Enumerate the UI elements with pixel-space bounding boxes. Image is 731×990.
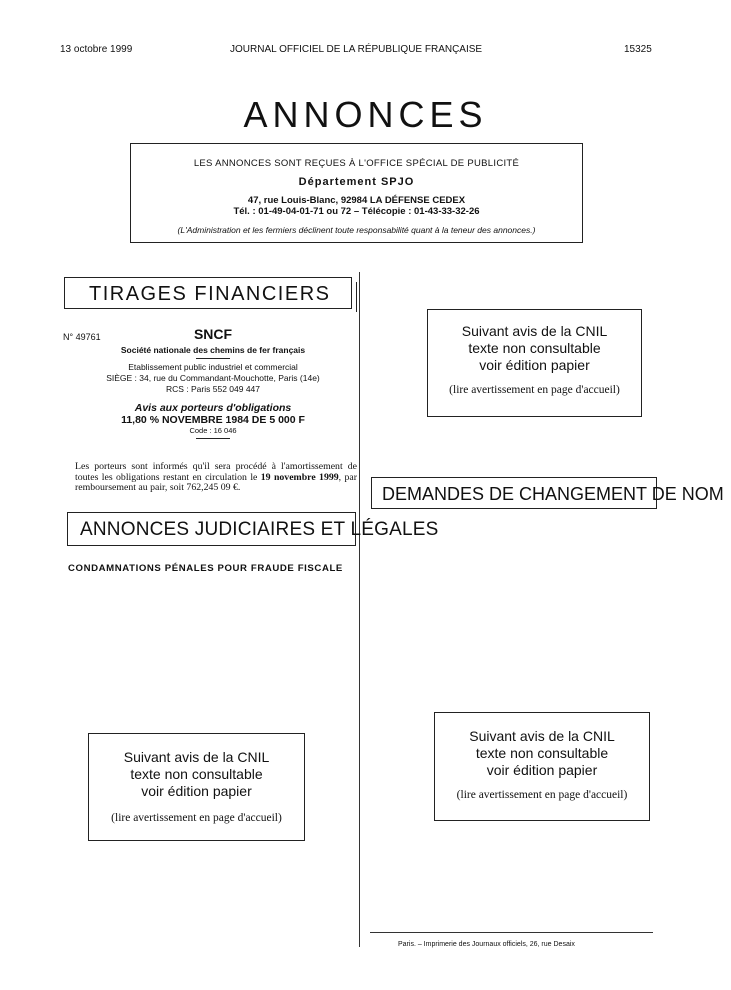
cnil-note: (lire avertissement en page d'accueil) — [456, 789, 628, 801]
cnil-line-1: Suivant avis de la CNIL — [461, 323, 608, 339]
paragraph-date: 19 novembre 1999 — [260, 471, 339, 483]
bond-description: 11,80 % NOVEMBRE 1984 DE 5 000 F — [121, 414, 305, 426]
page-title: ANNONCES — [243, 94, 488, 135]
cnil-line-2: texte non consultable — [130, 766, 263, 782]
divider — [196, 438, 230, 439]
header-date: 13 octobre 1999 — [60, 44, 133, 55]
section-heading-tirages: TIRAGES FINANCIERS — [64, 277, 352, 309]
cnil-line-3: voir édition papier — [486, 762, 598, 778]
divider — [196, 358, 230, 359]
info-box — [130, 143, 583, 243]
cnil-line-3: voir édition papier — [141, 783, 252, 799]
company-full-name: Société nationale des chemins de fer français — [120, 345, 306, 355]
company-siege: SIÈGE : 34, rue du Commandant-Mouchotte, Paris (14e) — [106, 373, 320, 383]
avis-heading: Avis aux porteurs d'obligations — [134, 402, 292, 414]
paragraph-text-end: , par remboursement au pair, soit 762,245 09 €. — [75, 471, 357, 493]
info-address: 47, rue Louis-Blanc, 92984 LA DÉFENSE CEDEX — [247, 195, 466, 206]
company-rcs: RCS : Paris 552 049 447 — [165, 384, 261, 394]
info-disclaimer: (L'Administration et les fermiers déclinent toute responsabilité quant à la teneur des annonces.) — [177, 225, 536, 235]
cnil-line-1: Suivant avis de la CNIL — [123, 749, 270, 765]
cnil-line-3: voir édition papier — [479, 357, 590, 373]
header-page-number: 15325 — [624, 44, 652, 55]
cnil-line-2: texte non consultable — [475, 745, 609, 761]
section-heading-judiciaires: ANNONCES JUDICIAIRES ET LÉGALES — [67, 512, 356, 546]
cnil-line-2: texte non consultable — [468, 340, 601, 356]
company-name: SNCF — [193, 326, 233, 342]
info-phones: Tél. : 01-49-04-01-71 ou 72 – Télécopie : 01-43-33-32-26 — [233, 206, 480, 217]
column-divider — [359, 272, 360, 947]
company-type: Etablissement public industriel et commercial — [128, 362, 298, 372]
info-department: Département SPJO — [298, 176, 415, 188]
paragraph-text-start: Les porteurs sont informés qu'il sera procédé à l'amortissement de toutes les obligations restant en circulation le — [75, 461, 357, 483]
cnil-notice-box — [434, 712, 650, 821]
printer-footer: Paris. – Imprimerie des Journaux officiels, 26, rue Desaix — [398, 941, 575, 948]
bond-code: Code : 16 046 — [189, 426, 237, 435]
cnil-notice-box — [88, 733, 305, 841]
cnil-line-1: Suivant avis de la CNIL — [469, 728, 615, 744]
cnil-notice-box — [427, 309, 642, 417]
section-heading-demandes: DEMANDES DE CHANGEMENT DE NOM — [371, 477, 657, 509]
header-journal-title: JOURNAL OFFICIEL DE LA RÉPUBLIQUE FRANÇAISE — [230, 44, 483, 55]
cnil-note: (lire avertissement en page d'accueil) — [449, 384, 620, 396]
footer-rule — [370, 932, 653, 933]
announcement-number: N° 49761 — [63, 332, 101, 342]
sncf-announcement — [70, 326, 356, 442]
announcement-paragraph — [75, 462, 357, 494]
subsection-heading-condamnations: CONDAMNATIONS PÉNALES POUR FRAUDE FISCALE — [68, 563, 343, 574]
cnil-note: (lire avertissement en page d'accueil) — [111, 812, 282, 824]
info-reception-line: LES ANNONCES SONT REÇUES À L'OFFICE SPÉCIAL DE PUBLICITÉ — [193, 158, 520, 169]
